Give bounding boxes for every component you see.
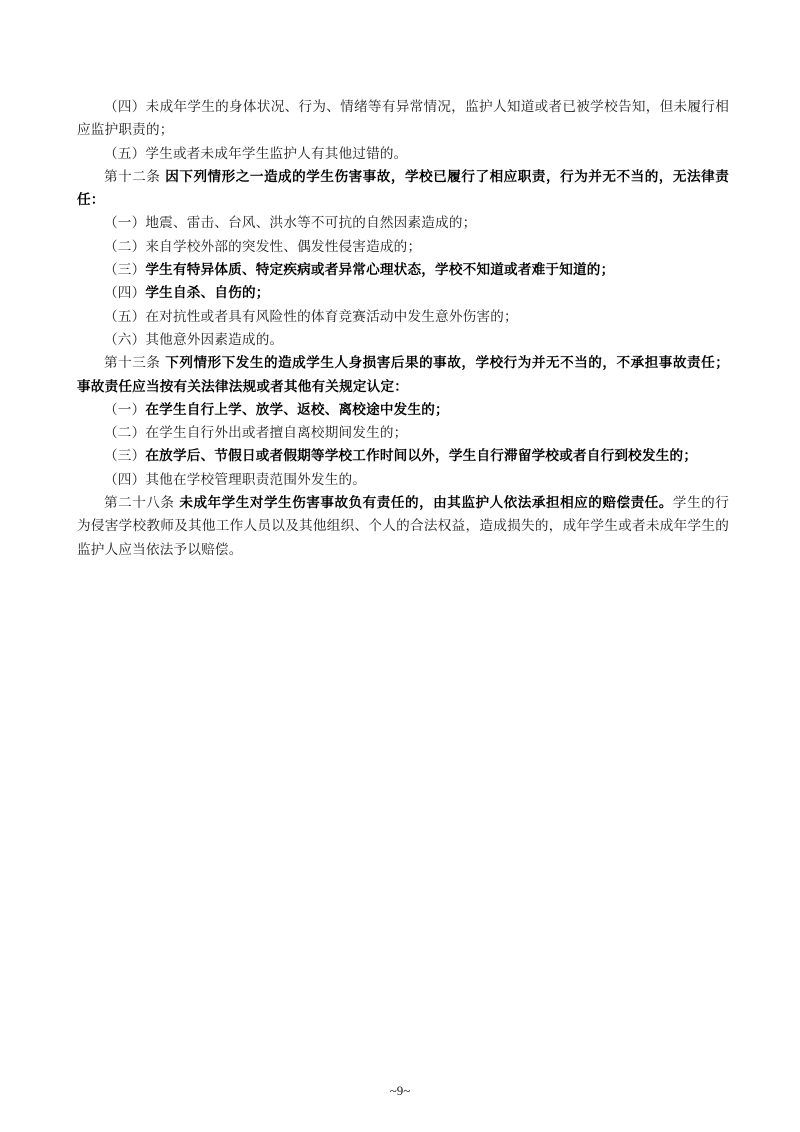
text-segment: （五）在对抗性或者具有风险性的体育竞赛活动中发生意外伤害的； [104, 308, 518, 325]
text-segment: 第十三条 [104, 355, 166, 372]
bold-text-segment: 在放学后、节假日或者假期等学校工作时间以外，学生自行滞留学校或者自行到校发生的； [145, 448, 698, 465]
paragraph [77, 282, 729, 305]
paragraph [77, 259, 729, 282]
paragraph [77, 469, 729, 492]
text-segment: （三） [104, 262, 146, 279]
paragraph [77, 352, 729, 399]
bold-text-segment: 在学生自行上学、放学、返校、离校途中发生的； [145, 401, 449, 418]
document-body [77, 96, 729, 562]
bold-text-segment: 下列情形下发生的造成学生人身损害后果的事故，学校行为并无不当的，不承担事故责任；事故责任应当按有关法律法规或者其他有关规定认定： [77, 355, 730, 395]
paragraph [77, 329, 729, 352]
bold-text-segment: 学生有特异体质、特定疾病或者异常心理状态，学校不知道或者难于知道的； [145, 262, 615, 279]
text-segment: （二）来自学校外部的突发性、偶发性侵害造成的； [104, 238, 422, 255]
text-segment: （六）其他意外因素造成的。 [104, 331, 284, 348]
paragraph [77, 143, 729, 166]
text-segment: （一） [104, 401, 146, 418]
paragraph [77, 166, 729, 213]
paragraph [77, 306, 729, 329]
text-segment: （四）未成年学生的身体状况、行为、情绪等有异常情况，监护人知道或者已被学校告知，但未履行相应监护职责的； [77, 99, 729, 139]
paragraph [77, 492, 729, 562]
text-segment: 第二十八条 [104, 495, 180, 512]
text-segment: （四） [104, 285, 146, 302]
page-number: ~9~ [389, 1083, 411, 1098]
paragraph [77, 399, 729, 422]
text-segment: 第十二条 [104, 168, 166, 185]
paragraph [77, 422, 729, 445]
text-segment: （一）地震、雷击、台风、洪水等不可抗的自然因素造成的； [104, 215, 477, 232]
text-segment: 学生的行为侵害学校教师及其他工作人员以及其他组织、个人的合法权益，造成损失的，成年学生或者未成年学生的监护人应当依法予以赔偿。 [77, 495, 729, 558]
text-segment: （二）在学生自行外出或者擅自离校期间发生的； [104, 425, 408, 442]
text-segment: （五）学生或者未成年学生监护人有其他过错的。 [104, 145, 408, 162]
paragraph [77, 96, 729, 143]
bold-text-segment: 未成年学生对学生伤害事故负有责任的，由其监护人依法承担相应的赔偿责任。 [179, 495, 673, 512]
paragraph [77, 236, 729, 259]
text-segment: （四）其他在学校管理职责范围外发生的。 [104, 471, 367, 488]
bold-text-segment: 学生自杀、自伤的； [145, 285, 270, 302]
bold-text-segment: 因下列情形之一造成的学生伤害事故，学校已履行了相应职责，行为并无不当的，无法律责任： [77, 168, 730, 209]
paragraph [77, 212, 729, 235]
text-segment: （三） [104, 448, 146, 465]
paragraph [77, 445, 729, 468]
